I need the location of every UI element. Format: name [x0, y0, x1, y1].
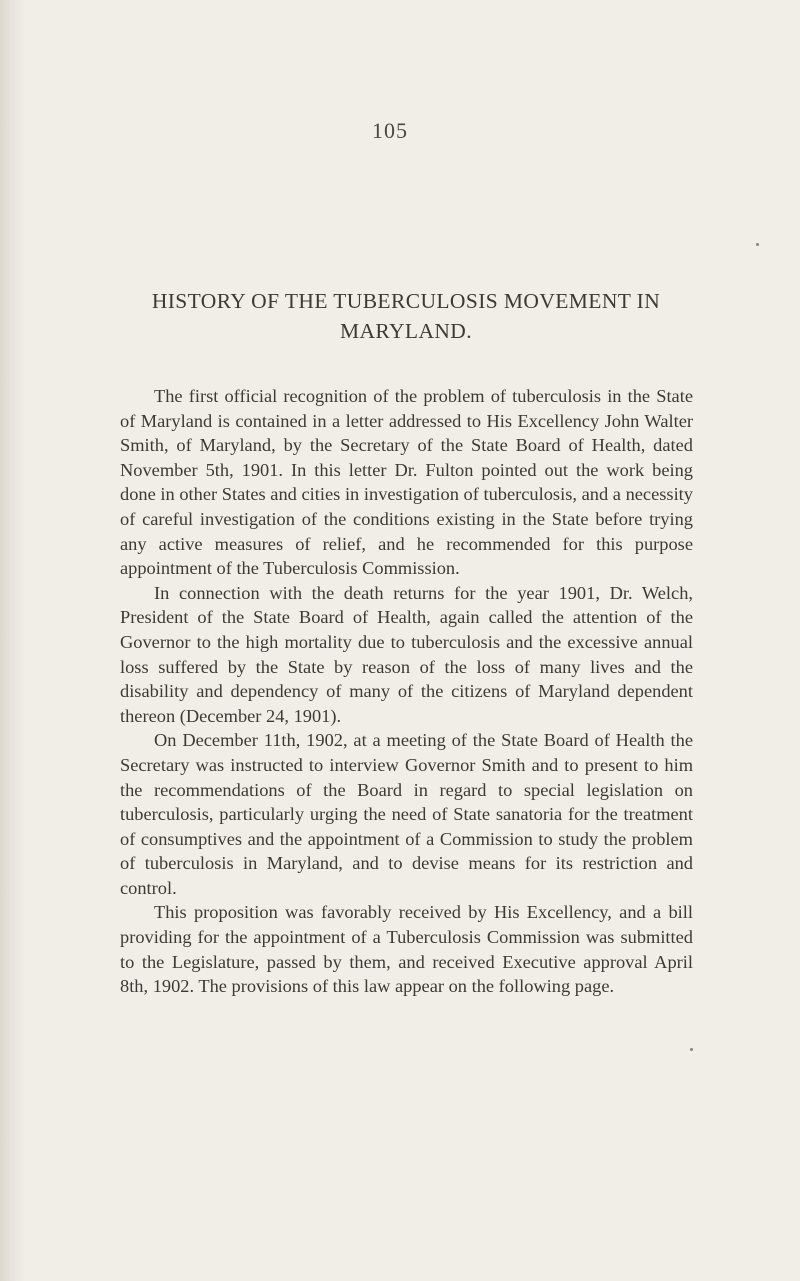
paper-speck [690, 1048, 693, 1051]
title-line-2: MARYLAND. [339, 319, 472, 343]
page-title [118, 286, 694, 346]
body-text [120, 384, 693, 999]
paper-speck [756, 243, 759, 246]
title-line-1: HISTORY OF THE TUBERCULOSIS MOVEMENT IN [151, 289, 661, 313]
paragraph: On December 11th, 1902, at a meeting of the State Board of Health the Secretary was instructed to interview Governor Smith and to present to him the recommendations of the Board in regard to special legislation on tuberculosis, particularly urging the need of State sanatoria for the treatment of consumptives and the appointment of a Commission to study the problem of tuberculosis in Maryland, and to devise means for its restriction and control. [120, 730, 693, 898]
page-number: 105 [372, 118, 408, 143]
paragraph: The first official recognition of the problem of tuberculosis in the State of Maryland is contained in a letter addressed to His Excellency John Walter Smith, of Maryland, by the Secretary of the State Board of Health, dated November 5th, 1901. In this letter Dr. Fulton pointed out the work being done in other States and cities in investigation of tuberculosis, and a necessity of careful investigation of the conditions existing in the State before trying any active measures of relief, and he recommended for this purpose appointment of the Tuberculosis Commission. [120, 386, 693, 579]
paragraph: In connection with the death returns for the year 1901, Dr. Welch, President of the State Board of Health, again called the attention of the Governor to the high mortality due to tuberculosis and the excessive annual loss suffered by the State by reason of the loss of many lives and the disability and dependency of many of the citizens of Maryland dependent thereon (December 24, 1901). [120, 582, 693, 726]
paragraph: This proposition was favorably received by His Excellency, and a bill providing for the appointment of a Tuberculosis Commission was submitted to the Legislature, passed by them, and received Executive approval April 8th, 1902. The provisions of this law appear on the following page. [120, 902, 693, 997]
page-edge-shadow [0, 0, 26, 1281]
